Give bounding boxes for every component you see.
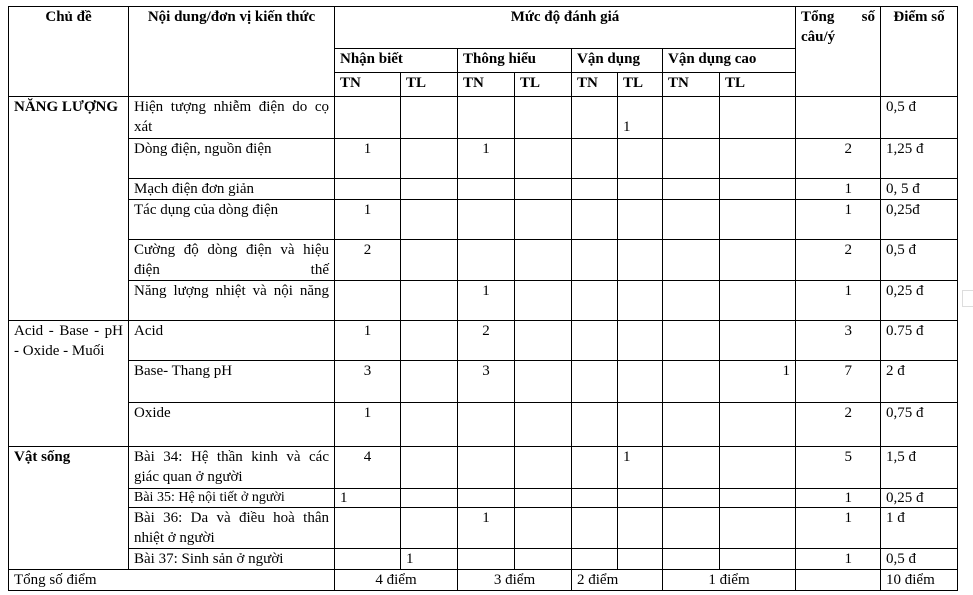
count-cell: 1 [335,321,401,361]
count-cell [335,549,401,570]
total-score-recognition: 4 điểm [335,570,458,591]
total-score-questions-empty [796,570,881,591]
count-cell [663,508,720,549]
score-cell: 1,25 đ [881,139,958,179]
count-cell [515,403,572,447]
count-cell [515,549,572,570]
count-cell [720,200,796,240]
count-cell [663,403,720,447]
score-cell: 1,5 đ [881,447,958,489]
count-cell [720,489,796,508]
count-cell [663,489,720,508]
level-application: Vận dụng [572,49,663,73]
total-cell: 7 [796,361,881,403]
score-cell: 0,25 đ [881,281,958,321]
count-cell: 1 [458,139,515,179]
count-cell: 1 [335,200,401,240]
count-cell [515,489,572,508]
content-cell: Tác dụng của dòng điện [129,200,335,240]
count-cell [663,200,720,240]
count-cell [401,200,458,240]
count-cell [458,549,515,570]
total-cell: 1 [796,281,881,321]
count-cell [720,403,796,447]
count-cell [401,240,458,281]
count-cell [572,508,618,549]
topic-energy: NĂNG LƯỢNG [9,97,129,321]
count-cell [515,139,572,179]
count-cell [572,97,618,139]
header-score: Điểm số [881,7,958,97]
count-cell: 1 [618,447,663,489]
count-cell [572,200,618,240]
count-cell [618,489,663,508]
count-cell [572,139,618,179]
count-cell [720,549,796,570]
count-cell [663,281,720,321]
content-cell: Bài 35: Hệ nội tiết ở người [129,489,335,508]
score-cell: 0,25 đ [881,489,958,508]
count-cell [572,549,618,570]
count-cell [572,361,618,403]
count-cell [663,139,720,179]
count-cell [572,403,618,447]
count-cell [458,179,515,200]
sub-header-tl: TL [618,73,663,97]
score-cell: 0,5 đ [881,97,958,139]
count-cell: 2 [458,321,515,361]
count-cell [720,179,796,200]
total-cell: 2 [796,403,881,447]
level-advanced-application: Vận dụng cao [663,49,796,73]
count-cell [663,361,720,403]
total-score-value: 10 điểm [881,570,958,591]
total-cell: 1 [796,200,881,240]
count-cell [663,179,720,200]
count-cell [720,139,796,179]
total-cell: 1 [796,179,881,200]
sub-header-tl: TL [720,73,796,97]
count-cell [618,179,663,200]
count-cell: 1 [458,508,515,549]
content-cell: Bài 36: Da và điều hoà thân nhiệt ở người [129,508,335,549]
content-cell: Base- Thang pH [129,361,335,403]
topic-acid-base: Acid - Base - pH - Oxide - Muối [9,321,129,447]
count-cell: 1 [720,361,796,403]
score-cell: 0,75 đ [881,403,958,447]
count-cell [720,97,796,139]
count-cell [335,179,401,200]
count-cell [401,447,458,489]
content-cell: Năng lượng nhiệt và nội năng [129,281,335,321]
count-cell: 1 [458,281,515,321]
header-topic: Chủ đề [9,7,129,97]
count-cell: 1 [335,403,401,447]
count-cell [618,240,663,281]
topic-living-things: Vật sống [9,447,129,570]
count-cell [515,179,572,200]
count-value: 1 [623,119,631,135]
score-cell: 0,25đ [881,200,958,240]
header-content: Nội dung/đơn vị kiến thức [129,7,335,97]
sub-header-tn: TN [663,73,720,97]
count-cell [720,447,796,489]
count-cell [515,200,572,240]
total-score-advanced: 1 điểm [663,570,796,591]
count-cell [515,447,572,489]
count-cell [720,508,796,549]
count-cell [618,139,663,179]
count-cell [458,447,515,489]
total-cell: 2 [796,139,881,179]
sub-header-tl: TL [401,73,458,97]
count-cell [515,240,572,281]
count-cell [663,240,720,281]
content-cell: Dòng điện, nguồn điện [129,139,335,179]
level-recognition: Nhận biết [335,49,458,73]
count-cell: 3 [335,361,401,403]
count-cell [515,97,572,139]
sub-header-tl: TL [515,73,572,97]
count-cell [401,179,458,200]
count-cell [401,281,458,321]
count-cell [458,97,515,139]
count-cell [572,240,618,281]
total-cell: 1 [796,489,881,508]
count-cell [401,139,458,179]
count-cell [618,97,663,139]
score-cell: 0,5 đ [881,549,958,570]
count-cell: 1 [335,139,401,179]
content-cell: Cường độ dòng điện và hiệu điện thế [129,240,335,281]
content-cell: Bài 34: Hệ thần kinh và các giác quan ở người [129,447,335,489]
total-cell: 1 [796,549,881,570]
count-cell [515,281,572,321]
count-cell [618,281,663,321]
total-cell: 3 [796,321,881,361]
count-cell [720,240,796,281]
count-cell [663,549,720,570]
count-cell: 1 [335,489,401,508]
count-cell [515,321,572,361]
count-cell [618,549,663,570]
count-cell [515,508,572,549]
score-cell: 1 đ [881,508,958,549]
header-assessment-level: Mức độ đánh giá [335,7,796,49]
count-cell [572,281,618,321]
sub-header-tn: TN [458,73,515,97]
total-score-comprehension: 3 điểm [458,570,572,591]
count-cell [335,97,401,139]
content-cell: Hiện tượng nhiễm điện do cọ xát [129,97,335,139]
score-cell: 0,5 đ [881,240,958,281]
count-cell [618,321,663,361]
total-score-application: 2 điểm [572,570,663,591]
sub-header-tn: TN [335,73,401,97]
total-score-label: Tổng số điểm [9,570,335,591]
count-cell [335,281,401,321]
score-cell: 0, 5 đ [881,179,958,200]
sub-header-tn: TN [572,73,618,97]
count-cell [663,97,720,139]
count-cell [618,403,663,447]
count-cell [458,240,515,281]
count-cell [663,447,720,489]
count-cell [618,200,663,240]
count-cell [515,361,572,403]
count-cell [401,321,458,361]
content-cell: Acid [129,321,335,361]
count-cell: 1 [401,549,458,570]
count-cell [663,321,720,361]
count-cell [401,508,458,549]
content-cell: Bài 37: Sinh sản ở người [129,549,335,570]
count-cell: 2 [335,240,401,281]
score-cell: 2 đ [881,361,958,403]
count-cell [401,403,458,447]
count-cell [572,321,618,361]
count-cell [401,361,458,403]
count-cell [572,489,618,508]
count-cell [401,97,458,139]
count-cell [458,403,515,447]
score-cell: 0.75 đ [881,321,958,361]
count-cell: 3 [458,361,515,403]
count-cell [618,361,663,403]
content-cell: Oxide [129,403,335,447]
page-edge-marker [962,290,973,307]
count-cell [401,489,458,508]
count-cell [458,489,515,508]
header-total-questions: Tổng số câu/ý [796,7,881,97]
count-cell [572,179,618,200]
count-cell [335,508,401,549]
count-cell [572,447,618,489]
count-cell [720,281,796,321]
total-cell: 2 [796,240,881,281]
count-cell [720,321,796,361]
count-cell: 4 [335,447,401,489]
total-cell [796,97,881,139]
content-cell: Mạch điện đơn giản [129,179,335,200]
total-cell: 5 [796,447,881,489]
count-cell [618,508,663,549]
count-cell [458,200,515,240]
assessment-matrix-table [8,6,958,591]
total-cell: 1 [796,508,881,549]
level-comprehension: Thông hiểu [458,49,572,73]
